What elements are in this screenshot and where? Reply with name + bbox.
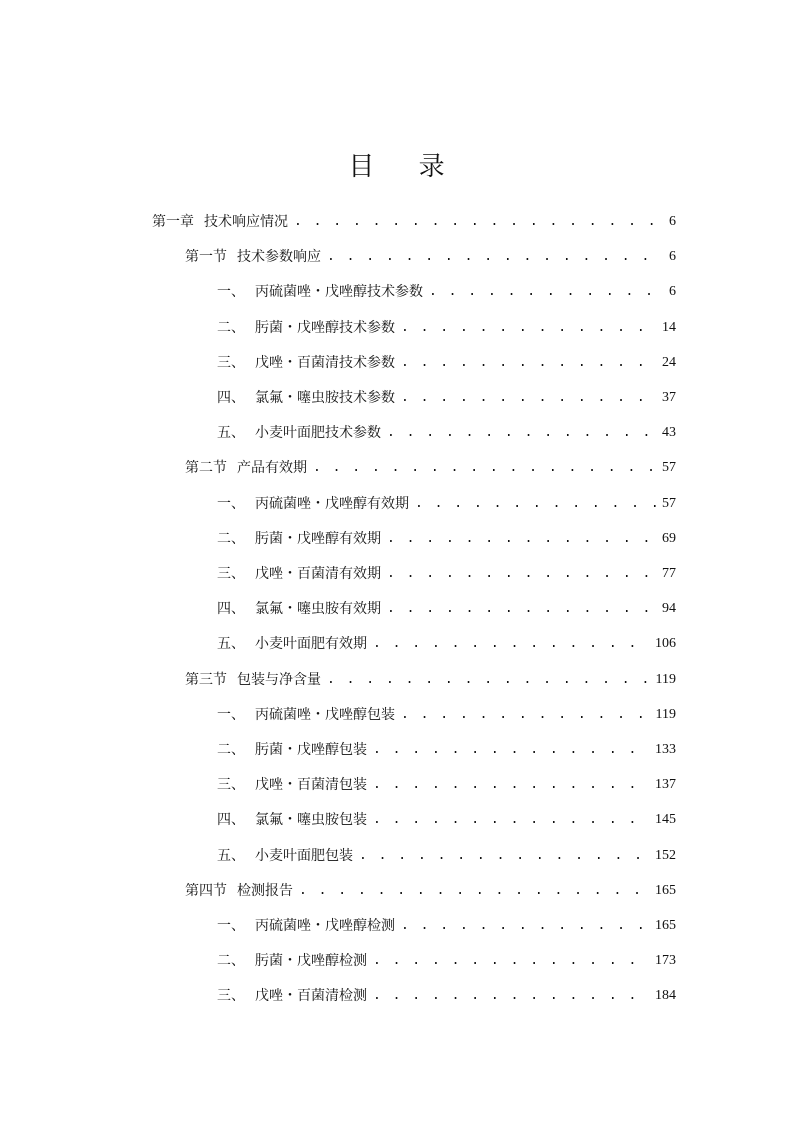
dot-leader	[373, 633, 649, 655]
toc-entry[interactable]	[217, 845, 676, 867]
dot-leader	[401, 704, 650, 726]
toc-entry-title: 肟菌・戊唑醇检测	[255, 953, 367, 970]
dot-leader	[373, 809, 649, 831]
toc-entry-page-number: 77	[662, 566, 676, 581]
toc-entry-title: 产品有效期	[237, 460, 307, 477]
dot-leader	[429, 281, 658, 303]
toc-entry-number: 四、	[217, 812, 245, 829]
toc-entry[interactable]	[217, 598, 676, 620]
toc-entry-title: 技术参数响应	[237, 249, 321, 266]
toc-entry-title: 小麦叶面肥包装	[255, 847, 353, 864]
toc-entry-page-number: 6	[669, 249, 676, 265]
toc-entry-title: 氯氟・噻虫胺包装	[255, 812, 367, 829]
toc-entry-number: 三、	[217, 988, 245, 1005]
dot-leader	[415, 493, 656, 515]
toc-entry-page-number: 165	[655, 882, 676, 898]
toc-entry-number: 第一节	[185, 249, 227, 266]
toc-entry-number: 一、	[217, 284, 245, 301]
toc-entry-page-number: 152	[655, 847, 676, 863]
toc-entry[interactable]	[217, 528, 676, 550]
toc-entry[interactable]	[185, 880, 676, 902]
toc-entry[interactable]	[217, 915, 676, 937]
toc-entry[interactable]	[217, 563, 676, 585]
toc-entry-number: 一、	[217, 918, 245, 934]
toc-entry[interactable]	[217, 352, 676, 374]
toc-entry-title: 氯氟・噻虫胺技术参数	[255, 390, 395, 406]
toc-entry-page-number: 173	[655, 953, 676, 969]
dot-leader	[327, 669, 650, 691]
toc-entry[interactable]	[152, 211, 676, 233]
toc-entry-number: 第一章	[152, 214, 194, 230]
toc-entry-title: 氯氟・噻虫胺有效期	[255, 601, 381, 618]
toc-entry[interactable]	[217, 950, 676, 972]
toc-entry-page-number: 106	[655, 636, 676, 652]
toc-entry-number: 一、	[217, 495, 245, 512]
toc-entry[interactable]	[217, 387, 676, 409]
dot-leader	[373, 950, 649, 972]
toc-entry-title: 丙硫菌唑・戊唑醇有效期	[255, 495, 409, 512]
dot-leader	[373, 774, 649, 796]
dot-leader	[359, 845, 649, 867]
toc-entry-title: 丙硫菌唑・戊唑醇包装	[255, 706, 395, 723]
toc-entry-title: 小麦叶面肥技术参数	[255, 425, 381, 442]
toc-entry-number: 二、	[217, 742, 245, 758]
dot-leader	[299, 880, 649, 902]
toc-entry-page-number: 145	[655, 812, 676, 828]
dot-leader	[327, 246, 658, 268]
toc-entry-title: 小麦叶面肥有效期	[255, 636, 367, 653]
toc-entry-page-number: 37	[662, 390, 676, 405]
toc-entry-page-number: 165	[655, 918, 676, 933]
toc-entry[interactable]	[217, 422, 676, 444]
toc-entry-page-number: 24	[662, 354, 676, 370]
toc-entry-page-number: 137	[655, 777, 676, 793]
toc-entry[interactable]	[185, 669, 676, 691]
toc-entry[interactable]	[217, 317, 676, 339]
toc-entry[interactable]	[217, 809, 676, 831]
toc-entry-title: 包装与净含量	[237, 671, 321, 688]
toc-entry-title: 肟菌・戊唑醇包装	[255, 742, 367, 758]
toc-entry[interactable]	[217, 281, 676, 303]
toc-entry-title: 丙硫菌唑・戊唑醇技术参数	[255, 284, 423, 301]
page-title: 目 录	[348, 152, 463, 182]
dot-leader	[387, 422, 656, 444]
dot-leader	[373, 985, 649, 1007]
toc-entry-number: 一、	[217, 706, 245, 723]
dot-leader	[387, 598, 656, 620]
toc-entry-page-number: 57	[662, 460, 676, 476]
toc-entry-number: 五、	[217, 636, 245, 653]
dot-leader	[401, 387, 656, 409]
toc-entry-title: 戊唑・百菌清有效期	[255, 566, 381, 582]
toc-entry-number: 三、	[217, 354, 245, 371]
toc-entry-page-number: 14	[662, 319, 676, 335]
dot-leader	[387, 528, 656, 550]
dot-leader	[401, 317, 656, 339]
toc-entry-page-number: 57	[662, 495, 676, 511]
toc-entry-number: 三、	[217, 777, 245, 794]
toc-entry-number: 第二节	[185, 460, 227, 477]
toc-entry-page-number: 6	[669, 284, 676, 300]
toc-entry-number: 第四节	[185, 882, 227, 899]
dot-leader	[401, 352, 656, 374]
toc-entry-number: 二、	[217, 319, 245, 336]
toc-entry[interactable]	[185, 457, 676, 479]
toc-entry-number: 二、	[217, 530, 245, 547]
toc-entry-page-number: 119	[655, 671, 676, 687]
toc-entry[interactable]	[217, 774, 676, 796]
dot-leader	[294, 211, 658, 233]
toc-entry-page-number: 94	[662, 601, 676, 617]
toc-entry-title: 肟菌・戊唑醇技术参数	[255, 319, 395, 336]
dot-leader	[373, 739, 649, 761]
toc-entry-title: 肟菌・戊唑醇有效期	[255, 530, 381, 547]
dot-leader	[387, 563, 656, 585]
toc-entry-page-number: 43	[662, 425, 676, 441]
toc-entry-title: 戊唑・百菌清技术参数	[255, 354, 395, 371]
toc-entry-title: 丙硫菌唑・戊唑醇检测	[255, 918, 395, 934]
toc-entry[interactable]	[185, 246, 676, 268]
toc-entry-title: 检测报告	[237, 882, 293, 899]
dot-leader	[401, 915, 649, 937]
toc-entry-page-number: 69	[662, 530, 676, 546]
toc-entry-number: 四、	[217, 390, 245, 406]
toc-entry-title: 戊唑・百菌清检测	[255, 988, 367, 1005]
toc-entry-page-number: 133	[655, 742, 676, 757]
toc-entry-page-number: 184	[655, 988, 676, 1004]
toc-entry-page-number: 119	[655, 706, 676, 722]
toc-entry-number: 二、	[217, 953, 245, 970]
toc-entry-title: 戊唑・百菌清包装	[255, 777, 367, 794]
toc-entry-title: 技术响应情况	[204, 214, 288, 230]
toc-entry-number: 第三节	[185, 671, 227, 688]
toc-entry[interactable]	[217, 739, 676, 761]
toc-entry-number: 四、	[217, 601, 245, 618]
dot-leader	[313, 457, 656, 479]
toc-entry[interactable]	[217, 633, 676, 655]
toc-entry[interactable]	[217, 985, 676, 1007]
toc-entry[interactable]	[217, 704, 676, 726]
toc-entry-number: 三、	[217, 566, 245, 582]
toc-entry[interactable]	[217, 493, 676, 515]
toc-entry-number: 五、	[217, 425, 245, 442]
toc-entry-page-number: 6	[669, 214, 676, 229]
toc-entry-number: 五、	[217, 847, 245, 864]
